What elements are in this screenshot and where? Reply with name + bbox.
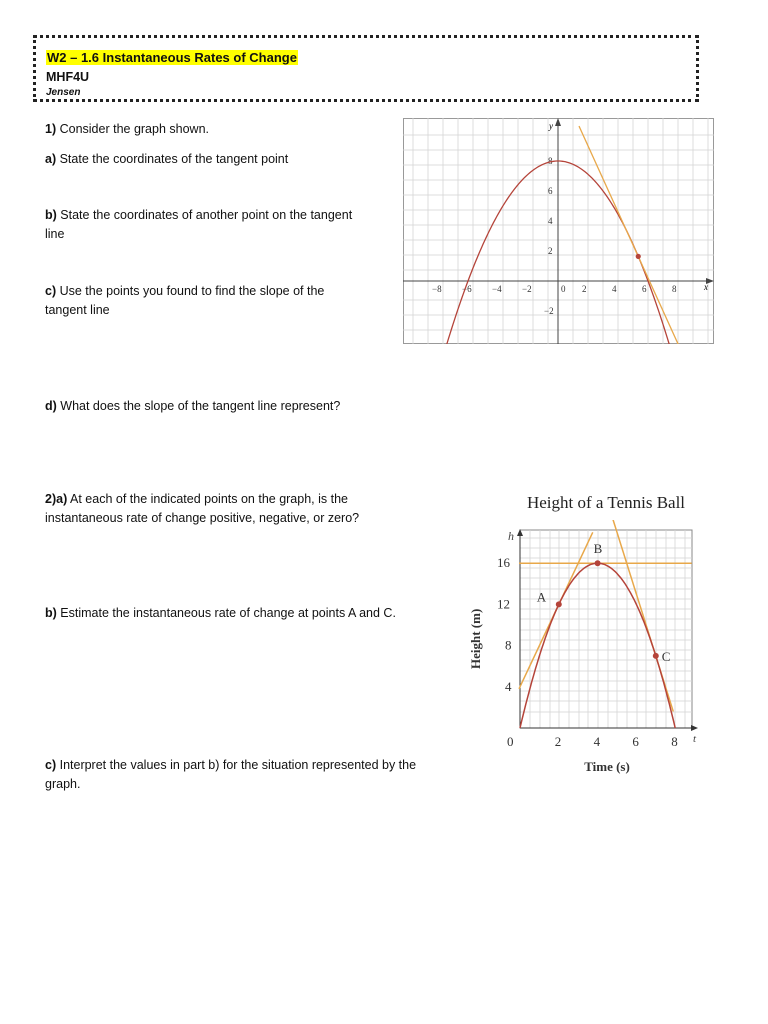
y-tick-label: 16 bbox=[497, 555, 510, 571]
header-box bbox=[33, 35, 699, 102]
x-tick-label: 2 bbox=[582, 284, 587, 294]
x-tick-label: 8 bbox=[671, 734, 678, 749]
time-axis-title: Time (s) bbox=[584, 759, 630, 774]
x-axis-label: x bbox=[704, 282, 708, 292]
tangent-point bbox=[636, 254, 641, 259]
height-axis-title: Height (m) bbox=[468, 608, 483, 669]
y-tick-label: 2 bbox=[548, 246, 553, 256]
x-tick-label: 0 bbox=[507, 734, 514, 749]
x-tick-label: 2 bbox=[554, 734, 562, 749]
tennis-ball-chart-title: Height of a Tennis Ball bbox=[526, 493, 686, 512]
x-tick-label: −8 bbox=[432, 284, 442, 294]
question-1d: d) What does the slope of the tangent line represent? bbox=[45, 399, 341, 413]
question-2b: b) Estimate the instantaneous rate of change at points A and C. bbox=[45, 606, 396, 620]
question-1a: a) State the coordinates of the tangent point bbox=[45, 152, 289, 166]
x-tick-label: 6 bbox=[632, 734, 639, 749]
x-tick-label: −4 bbox=[492, 284, 502, 294]
point-c bbox=[653, 653, 659, 659]
question-2a: 2)a) At each of the indicated points on the graph, is the instantaneous rate of change positive, negative, or zero? bbox=[45, 492, 360, 525]
point-c-label: C bbox=[661, 648, 671, 664]
teacher-name: Jensen bbox=[46, 87, 81, 98]
parabola-graph bbox=[403, 118, 714, 344]
y-tick-label: 6 bbox=[548, 186, 553, 196]
y-tick-label: 12 bbox=[497, 596, 510, 612]
x-tick-label: −6 bbox=[462, 284, 472, 294]
y-tick-label: 8 bbox=[548, 156, 553, 166]
x-tick-label: 8 bbox=[672, 284, 677, 294]
y-tick-label: 4 bbox=[505, 678, 512, 694]
t-axis-label: t bbox=[693, 733, 697, 745]
x-tick-label: 6 bbox=[642, 284, 647, 294]
y-axis-label: y bbox=[549, 121, 553, 131]
x-tick-label: 4 bbox=[612, 284, 617, 294]
question-1c: c) Use the points you found to find the slope of the tangent line bbox=[45, 284, 325, 317]
h-axis-label: h bbox=[508, 529, 514, 543]
worksheet-title: W2 – 1.6 Instantaneous Rates of Change bbox=[47, 50, 297, 65]
x-tick-label: 0 bbox=[561, 284, 566, 294]
y-tick-label: −2 bbox=[544, 306, 554, 316]
x-tick-label: 4 bbox=[593, 734, 601, 749]
question-2c: c) Interpret the values in part b) for the situation represented by the graph. bbox=[45, 758, 417, 791]
point-a-label: A bbox=[536, 589, 547, 605]
point-b bbox=[595, 560, 601, 566]
y-tick-label: 8 bbox=[505, 637, 512, 653]
tennis-ball-graph bbox=[462, 520, 702, 780]
y-tick-label: 4 bbox=[548, 216, 553, 226]
question-1b: b) State the coordinates of another point on the tangent line bbox=[45, 208, 353, 241]
x-tick-label: −2 bbox=[522, 284, 532, 294]
point-a bbox=[556, 601, 562, 607]
question-1: 1) Consider the graph shown. bbox=[45, 122, 209, 136]
course-code: MHF4U bbox=[46, 70, 90, 84]
point-b-label: B bbox=[593, 541, 603, 557]
